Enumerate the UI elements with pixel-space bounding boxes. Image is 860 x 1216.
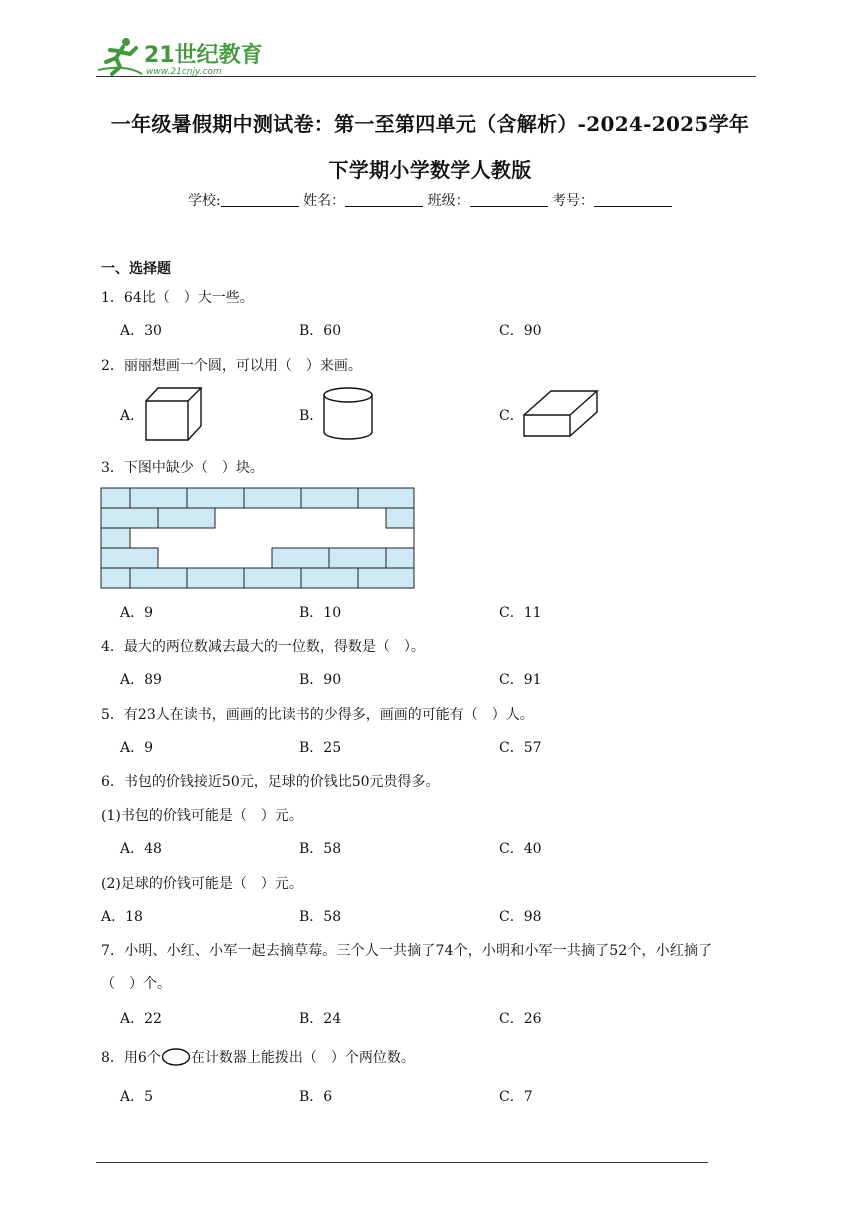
page-title-line2: 下学期小学数学人教版 [328,158,532,182]
q7-option-c[interactable]: C．26 [499,1011,542,1027]
q6-1-option-a[interactable]: A．48 [120,841,162,857]
question-3-stem: 3．下图中缺少（ ）块。 [101,460,264,476]
cube-icon [145,386,203,446]
exam-no-label: 考号： [552,193,595,209]
bead-oval-icon [161,1048,191,1066]
question-1-stem: 1．64比（ ）大一些。 [101,290,254,306]
q3-option-b[interactable]: B．10 [299,605,342,621]
name-blank[interactable] [345,192,423,207]
q5-option-a[interactable]: A．9 [120,740,154,756]
q2-option-b[interactable]: B． [299,408,324,424]
question-6-stem: 6．书包的价钱接近50元，足球的价钱比50元贵得多。 [101,774,440,790]
q8-stem-post: 在计数器上能拨出（ ）个两位数。 [190,1050,415,1066]
school-label: 学校: [187,193,221,209]
brick-wall-figure [100,487,416,593]
class-blank[interactable] [470,192,548,207]
q3-option-c[interactable]: C．11 [499,605,542,621]
q8-option-a[interactable]: A．5 [120,1089,154,1105]
question-4-stem: 4．最大的两位数减去最大的一位数，得数是（ ）。 [101,639,425,655]
school-blank[interactable] [221,192,299,207]
q1-option-b[interactable]: B．60 [299,323,342,339]
runner-icon [98,38,142,74]
class-label: 班级： [427,193,470,209]
q7-option-a[interactable]: A．22 [120,1011,162,1027]
q8-option-c[interactable]: C．7 [499,1089,533,1105]
logo-text: 21世纪教育 [144,43,263,68]
question-7-stem: 7．小明、小红、小军一起去摘草莓。三个人一共摘了74个，小明和小军一共摘了52个，小红摘了 [101,943,713,959]
q6-2-option-a[interactable]: A．18 [101,909,143,925]
section-title: 一、选择题 [101,261,171,277]
q1-option-a[interactable]: A．30 [120,323,162,339]
name-label: 姓名： [303,193,346,209]
question-5-stem: 5．有23人在读书，画画的比读书的少得多，画画的可能有（ ）人。 [101,707,534,723]
q8-stem-pre: 8．用6个 [101,1050,161,1066]
student-info-line [96,190,764,210]
cuboid-icon [523,389,599,443]
footer-rule [96,1162,708,1163]
logo-url-text: www.21cnjy.com [146,67,222,77]
question-6-1-stem: (1)书包的价钱可能是（ ）元。 [101,808,303,824]
q2-option-c[interactable]: C． [499,408,524,424]
q1-option-c[interactable]: C．90 [499,323,542,339]
question-8-stem [101,1047,415,1067]
page-title-line1: 一年级暑假期中测试卷：第一至第四单元（含解析）-2024-2025学年 [110,112,750,136]
q5-option-b[interactable]: B．25 [299,740,342,756]
q4-option-a[interactable]: A．89 [120,672,162,688]
exam-no-blank[interactable] [594,192,672,207]
q6-2-option-b[interactable]: B．58 [299,909,342,925]
q6-2-option-c[interactable]: C．98 [499,909,542,925]
q4-option-b[interactable]: B．90 [299,672,342,688]
q6-1-option-c[interactable]: C．40 [499,841,542,857]
q8-option-b[interactable]: B．6 [299,1089,333,1105]
q4-option-c[interactable]: C．91 [499,672,542,688]
q5-option-c[interactable]: C．57 [499,740,542,756]
q2-option-a[interactable]: A． [120,408,145,424]
q6-1-option-b[interactable]: B．58 [299,841,342,857]
q7-option-b[interactable]: B．24 [299,1011,342,1027]
question-7-stem-cont: （ ）个。 [101,976,171,992]
question-6-2-stem: (2)足球的价钱可能是（ ）元。 [101,876,303,892]
site-logo [96,34,266,78]
question-2-stem: 2．丽丽想画一个圆，可以用（ ）来画。 [101,358,362,374]
header-rule [96,76,756,77]
q3-option-a[interactable]: A．9 [120,605,154,621]
cylinder-icon [322,386,376,446]
